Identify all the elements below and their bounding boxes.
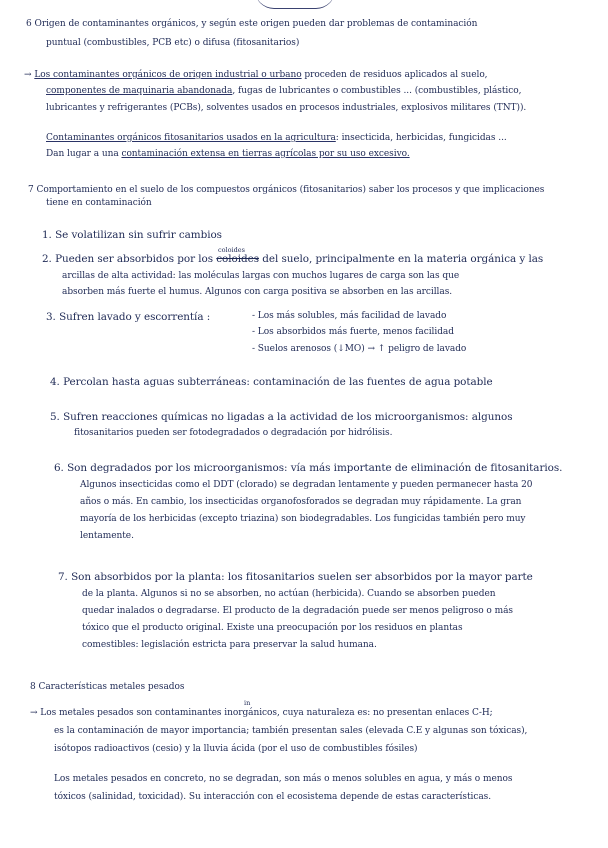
s8-line-3: isótopos radioactivos (cesio) y la lluvia ácida (por el uso de combustibles fósiles) xyxy=(54,744,418,754)
text-run: 2. Pueden ser absorbidos por los xyxy=(42,253,217,265)
s7-item-5-line-2: fitosanitarios pueden ser fotodegradados o degradación por hidrólisis. xyxy=(74,428,393,438)
s7-item-1: 1. Se volatilizan sin sufrir cambios xyxy=(42,229,222,241)
text-run: del suelo, principalmente en la materia orgánica y las xyxy=(258,253,544,265)
s7-item-6-line-1: 6. Son degradados por los microorganismos: vía más importante de eliminación de fitosanitarios. xyxy=(54,462,563,474)
s8-line-2: es la contaminación de mayor importancia; también presentan sales (elevada C.E y algunas son tóxicas), xyxy=(54,726,528,736)
s6-bullet-line-3: lubricantes y refrigerantes (PCBs), solventes usados en procesos industriales, explosivos militares (TNT)). xyxy=(46,103,527,113)
s7-heading-2: tiene en contaminación xyxy=(46,198,152,208)
s6-line-1: 6 Origen de contaminantes orgánicos, y según este origen pueden dar problemas de contaminación xyxy=(26,19,478,29)
arrow-marker: → xyxy=(24,70,35,80)
s7-item-2-line-3: absorben más fuerte el humus. Algunos con carga positiva se absorben en las arcillas. xyxy=(62,287,453,297)
s7-heading-1: 7 Comportamiento en el suelo de los compuestos orgánicos (fitosanitarios) saber los procesos y que implicaciones xyxy=(28,185,545,195)
s7-item-3-sub-1: - Los más solubles, más facilidad de lavado xyxy=(252,311,447,321)
s7-item-5-line-1: 5. Sufren reacciones químicas no ligadas a la actividad de los microorganismos: algunos xyxy=(50,411,513,423)
s7-item-7-line-1: 7. Son absorbidos por la planta: los fitosanitarios suelen ser absorbidos por la mayor parte xyxy=(58,571,533,583)
underlined-phrase: Los contaminantes orgánicos de origen industrial o urbano xyxy=(34,70,302,80)
s7-item-6-line-3: años o más. En cambio, los insecticidas organofosforados se degradan muy rápidamente. La gran xyxy=(80,497,522,507)
s8-line-1-correction: in xyxy=(244,699,251,707)
s7-item-2-line-2: arcillas de alta actividad: las moléculas largas con muchos lugares de carga son las que xyxy=(62,271,460,281)
s8-line-1: → Los metales pesados son contaminantes inorgánicos, cuya naturaleza es: no presentan enlaces C-H; xyxy=(30,708,493,718)
s6-bullet-line-2 xyxy=(46,86,521,97)
s7-item-7-line-4: tóxico que el producto original. Existe una preocupación por los residuos en plantas xyxy=(82,623,463,633)
s7-item-7-line-5: comestibles: legislación estricta para preservar la salud humana. xyxy=(82,640,377,650)
s7-item-6-line-5: lentamente. xyxy=(80,531,134,541)
text-run: , fugas de lubricantes o combustibles ... (combustibles, plástico, xyxy=(232,86,522,96)
s7-item-7-line-3: quedar inalados o degradarse. El producto de la degradación puede ser menos peligroso o más xyxy=(82,606,513,616)
s7-item-7-line-2: de la planta. Algunos si no se absorben, no actúan (herbicida). Cuando se absorben pueden xyxy=(82,589,496,599)
s7-item-3-sub-2: - Los absorbidos más fuerte, menos facilidad xyxy=(252,327,454,337)
s7-item-4: 4. Percolan hasta aguas subterráneas: contaminación de las fuentes de agua potable xyxy=(50,376,493,388)
top-curve-mark xyxy=(255,0,335,9)
underlined-phrase: componentes de maquinaria abandonada xyxy=(46,86,233,96)
s7-item-2-line-1 xyxy=(42,254,543,265)
s7-item-6-line-4: mayoría de los herbicidas (excepto triazina) son biodegradables. Los fungicidas también pero muy xyxy=(80,514,526,524)
s6-line-2: puntual (combustibles, PCB etc) o difusa (fitosanitarios) xyxy=(46,38,300,48)
s7-item-3-sub-3: - Suelos arenosos (↓MO) → ↑ peligro de lavado xyxy=(252,344,467,354)
s6-fito-line-2 xyxy=(46,149,410,160)
s7-item-6-line-2: Algunos insecticidas como el DDT (clorado) se degradan lentamente y pueden permanecer hasta 20 xyxy=(80,480,533,490)
s7-item-3: 3. Sufren lavado y escorrentía : xyxy=(46,311,211,323)
struck-word: coloides xyxy=(216,253,259,265)
s8-line-5: tóxicos (salinidad, toxicidad). Su interacción con el ecosistema depende de estas características. xyxy=(54,792,492,802)
text-run: Dan lugar a una xyxy=(46,149,122,159)
s7-item-2-correction: coloides xyxy=(218,246,245,254)
s6-fito-line-1 xyxy=(46,133,507,144)
underlined-phrase: Contaminantes orgánicos fitosanitarios usados en la agricultura xyxy=(46,133,336,143)
text-run: proceden de residuos aplicados al suelo, xyxy=(301,70,488,80)
s6-bullet-line-1 xyxy=(24,70,488,81)
s8-line-4: Los metales pesados en concreto, no se degradan, son más o menos solubles en agua, y más o menos xyxy=(54,774,513,784)
underlined-phrase: contaminación extensa en tierras agrícolas por su uso excesivo. xyxy=(121,149,410,159)
s8-heading: 8 Características metales pesados xyxy=(30,682,185,692)
text-run: : insecticida, herbicidas, fungicidas ... xyxy=(335,133,507,143)
